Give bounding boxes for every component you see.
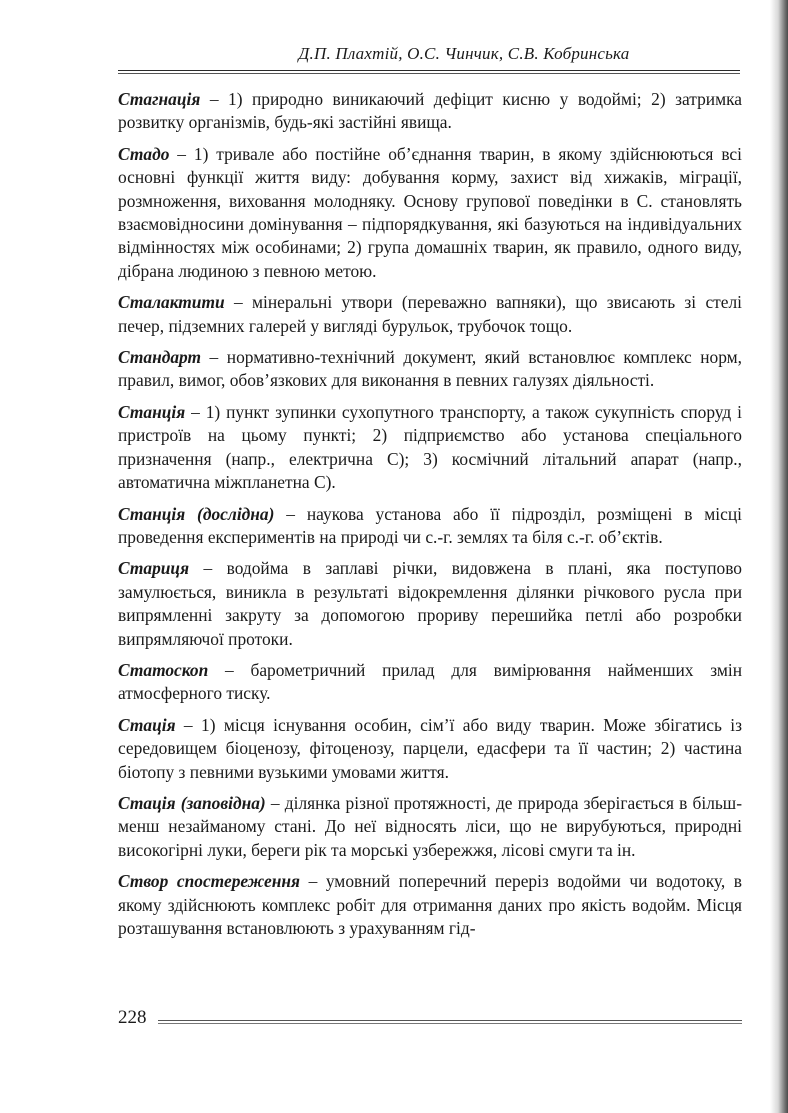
entry-term: Стариця	[118, 558, 190, 579]
entry-term: Стадо	[118, 143, 170, 164]
entry-statsiia	[118, 714, 742, 784]
entry-definition: – водойма в заплаві річки, видовжена в плані, яка поступово замулюється, виникла в результаті відокремлення ділянки річкового русла при випрямленні закруту за допомогою прориву перешийка петлі або розробки випрямляючої протоки.	[118, 558, 742, 649]
entry-starytsia	[118, 557, 742, 651]
entry-definition: – умовний поперечний переріз водойми чи водотоку, в якому здійснюють комплекс робіт для отримання даних про якість водойм. Місця розташування встановлюють з урахуванням гід-	[118, 871, 742, 938]
entry-statoskop	[118, 659, 742, 706]
entry-term: Стандарт	[118, 347, 202, 368]
dictionary-entries	[118, 88, 742, 948]
header-authors: Д.П. Плахтій, О.С. Чинчик, С.В. Кобринська	[298, 44, 630, 63]
entry-term: Станція	[118, 401, 186, 422]
entry-term: Створ спостереження	[118, 871, 300, 892]
entry-stantsiia	[118, 401, 742, 495]
footer-rule	[158, 1020, 742, 1024]
entry-definition: – нормативно-технічний документ, який встановлює комплекс норм, правил, вимог, обов’язкових для виконання в певних галузях діяльності.	[118, 347, 742, 391]
entry-stalaktyty	[118, 291, 742, 338]
page-number: 228	[118, 1007, 147, 1028]
entry-definition: – барометричний прилад для вимірювання найменших змін атмосферного тиску.	[118, 659, 742, 704]
entry-standart	[118, 346, 742, 393]
entry-statsiia-zapovidna	[118, 792, 742, 862]
entry-definition: – 1) пункт зупинки сухопутного транспорту, а також сукупність споруд і пристроїв на цьому пункті; 2) підприємство або установа спеціального призначення (напр., електрична С); 3) космічний літальний апарат (напр., автоматична міжпланетна С).	[118, 401, 742, 493]
entry-stagnatsiia	[118, 88, 742, 135]
entry-definition: – наукова установа або її підрозділ, розміщені в місці проведення експериментів на природі чи с.-г. землях та біля с.-г. об’єктів.	[118, 503, 742, 547]
entry-term: Статоскоп	[118, 659, 209, 680]
entry-term: Станція (дослідна)	[118, 503, 275, 524]
running-header	[118, 44, 740, 64]
header-rule	[118, 70, 740, 74]
entry-term: Сталактити	[118, 292, 225, 313]
entry-definition: – ділянка різної протяжності, де природа зберігається в більш-менш незайманому стані. До неї відносять ліси, що не вирубуються, природні високогірні луки, береги рік та морські узбережжя, лісові смуги та ін.	[118, 792, 742, 860]
entry-definition: – 1) тривале або постійне об’єднання тварин, в якому здійснюються всі основні функції життя виду: добування корму, захист від хижаків, міграції, розмноження, виховання молодняку. Основу групової поведінки в С. становлять взаємовідносини домінування – підпорядкування, які базуються на індивідуальних відмінностях між особинами; 2) група домашніх тварин, як правило, одного виду, дібрана людиною з певною метою.	[118, 143, 742, 281]
entry-stvor-sposterezhennia	[118, 870, 742, 940]
entry-stantsiia-doslidna	[118, 503, 742, 550]
entry-definition: – мінеральні утвори (переважно вапняки), що звисають зі стелі печер, підземних галерей у вигляді бурульок, трубочок тощо.	[118, 292, 742, 336]
entry-definition: – 1) місця існування особин, сім’ї або виду тварин. Може збігатись із середовищем біоценозу, фітоценозу, парцели, едасфери та її частин; 2) частина біотопу з певними вузькими умовами життя.	[118, 714, 742, 782]
page-edge-shadow	[770, 0, 788, 1113]
entry-term: Стація	[118, 714, 176, 735]
entry-term: Стагнація	[118, 89, 201, 109]
page-footer	[118, 1007, 742, 1033]
entry-stado	[118, 143, 742, 283]
entry-term: Стація (заповідна)	[118, 792, 266, 813]
entry-definition: – 1) природно виникаючий дефіцит кисню у водоймі; 2) затримка розвитку організмів, будь-які застійні явища.	[118, 89, 742, 133]
